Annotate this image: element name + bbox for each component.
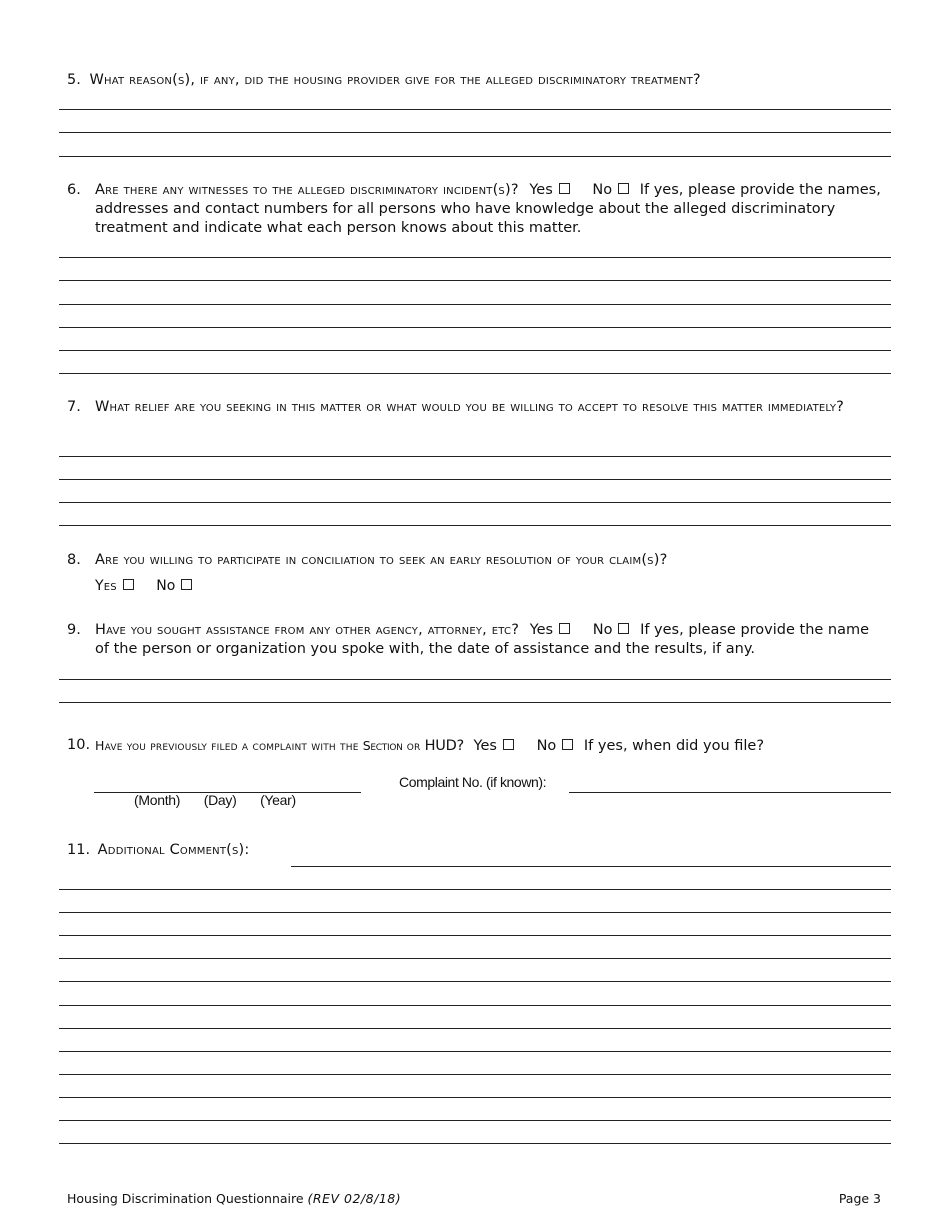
comment-line[interactable] [59,912,891,913]
question-7 [67,398,882,417]
page-number: Page 3 [838,1191,881,1206]
answer-line[interactable] [59,257,891,258]
yes-checkbox[interactable] [503,739,514,750]
answer-line[interactable] [59,502,891,503]
year-label: (Year) [260,792,296,808]
question-11 [67,841,249,860]
question-text: What reason(s), if any, did the housing provider give for the alleged discriminatory treatment? [89,72,701,88]
question-number: 10. [67,737,91,753]
form-title: Housing Discrimination Questionnaire [67,1191,304,1206]
no-checkbox[interactable] [618,623,629,634]
answer-line[interactable] [59,479,891,480]
comment-line[interactable] [59,935,891,936]
question-mark: ? [456,738,464,754]
comment-line[interactable] [59,1051,891,1052]
comment-line[interactable] [59,1028,891,1029]
hud-label: HUD [424,738,457,754]
no-label: No [156,578,176,594]
complaint-no-line[interactable] [569,792,891,793]
comment-line[interactable] [59,1005,891,1006]
question-number: 6. [67,182,81,198]
answer-line[interactable] [59,679,891,680]
comment-line[interactable] [291,866,891,867]
answer-line[interactable] [59,132,891,133]
yes-label: Yes [529,182,553,198]
yes-label: Yes [473,738,497,754]
question-text: Have you previously filed a complaint with the [95,738,363,753]
question-number: 9. [67,622,81,638]
followup-text: If yes, please provide the names, addresses and contact numbers for all persons who have knowledge about the alleged discriminatory treatment and indicate what each person knows about this matter. [95,182,881,236]
yes-label: Yes [529,622,554,638]
revision: (REV 02/8/18) [307,1191,402,1206]
comment-line[interactable] [59,1074,891,1075]
answer-line[interactable] [59,304,891,305]
question-text-or: or [402,738,425,753]
q8-options [95,578,192,594]
question-number: 7. [67,399,81,415]
answer-line[interactable] [59,456,891,457]
yes-checkbox[interactable] [123,579,134,590]
question-text: Are you willing to participate in conciliation to seek an early resolution of your claim(s)? [95,552,668,568]
answer-line[interactable] [59,327,891,328]
no-label: No [592,622,613,638]
question-text: Additional Comment(s): [97,842,250,858]
question-number: 11. [67,842,91,858]
no-checkbox[interactable] [618,183,629,194]
no-label: No [592,182,613,198]
question-text: Are there any witnesses to the alleged discriminatory incident(s)? [95,182,519,198]
yes-checkbox[interactable] [559,183,570,194]
no-checkbox[interactable] [562,739,573,750]
comment-line[interactable] [59,958,891,959]
comment-line[interactable] [59,1120,891,1121]
yes-checkbox[interactable] [559,623,570,634]
complaint-no-label: Complaint No. (if known): [399,774,547,790]
date-labels [134,792,296,808]
answer-line[interactable] [59,373,891,374]
answer-line[interactable] [59,350,891,351]
month-label: (Month) [134,792,181,808]
question-number: 5. [67,72,81,88]
question-8 [67,551,882,570]
answer-line[interactable] [59,156,891,157]
answer-line[interactable] [59,702,891,703]
comment-line[interactable] [59,981,891,982]
no-checkbox[interactable] [181,579,192,590]
answer-line[interactable] [59,525,891,526]
answer-line[interactable] [59,109,891,110]
no-label: No [536,738,557,754]
question-5 [67,71,887,90]
footer-title [67,1191,401,1206]
followup-text: If yes, when did you file? [583,738,765,754]
question-10 [67,736,897,756]
comment-line[interactable] [59,1143,891,1144]
followup-text: If yes, please provide the name of the person or organization you spoke with, the date of assistance and the results, if any. [95,622,870,657]
question-text: Have you sought assistance from any other agency, attorney, etc? [95,622,520,638]
question-9 [67,621,882,659]
question-6 [67,181,882,238]
comment-line[interactable] [59,1097,891,1098]
day-label: (Day) [203,792,237,808]
question-text: What relief are you seeking in this matter or what would you be willing to accept to resolve this matter immediately? [95,399,845,415]
yes-label: Yes [95,578,117,594]
question-number: 8. [67,552,81,568]
comment-line[interactable] [59,889,891,890]
answer-line[interactable] [59,280,891,281]
section-label: Section [362,738,403,753]
